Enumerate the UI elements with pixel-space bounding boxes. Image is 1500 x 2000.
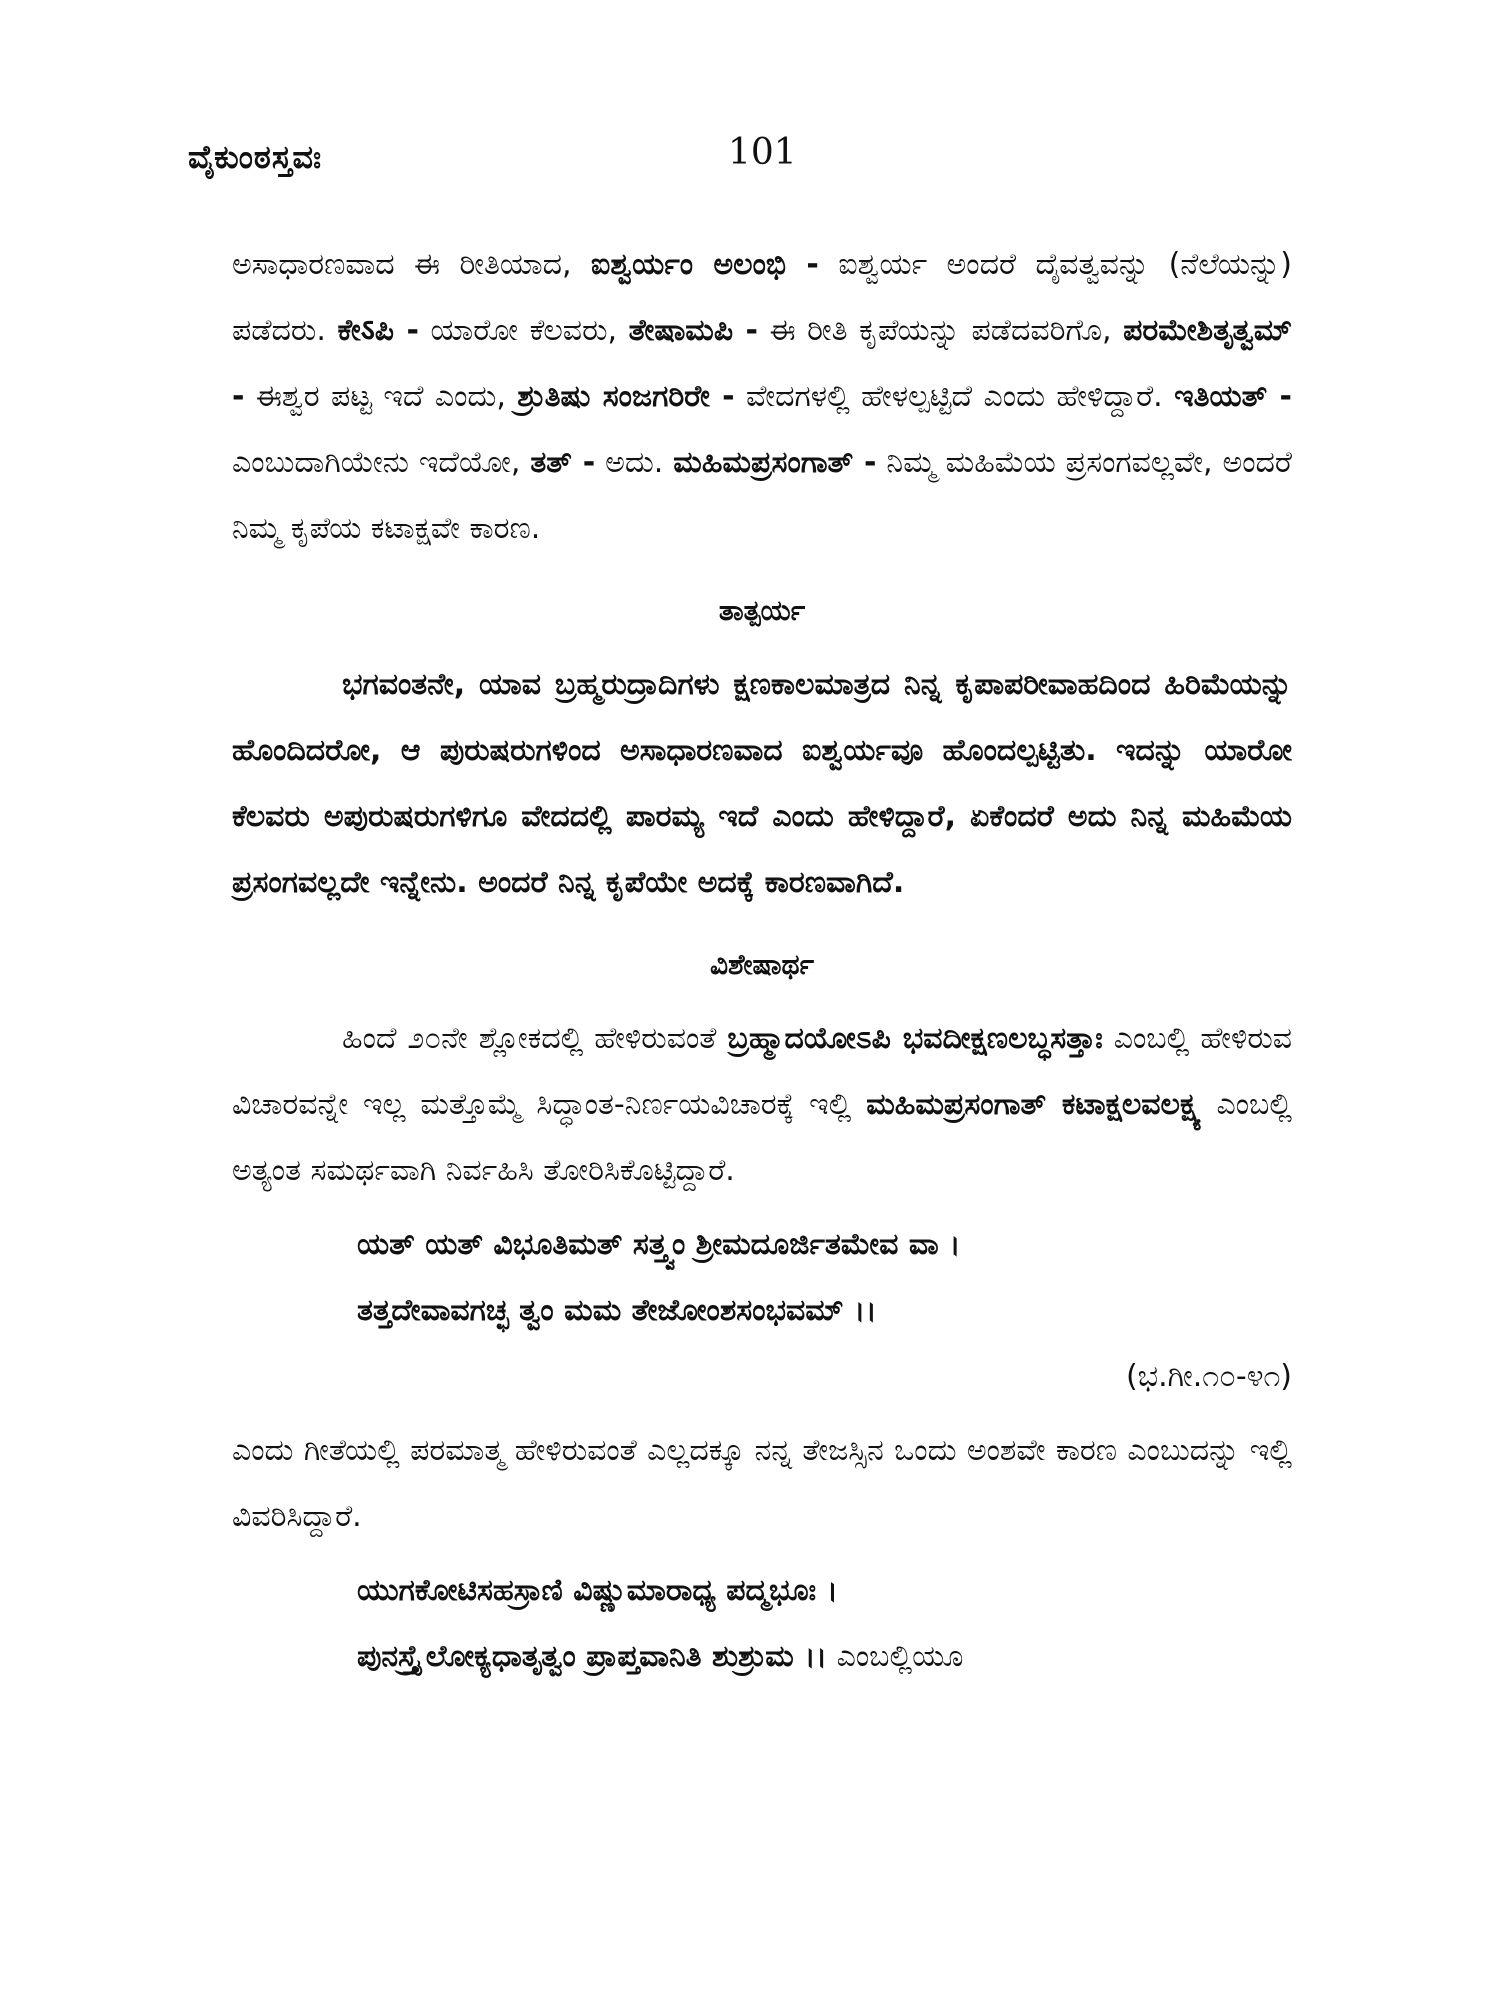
verse-line: ತತ್ತದೇವಾವಗಚ್ಛ ತ್ವಂ ಮಮ ತೇಜೋಂಶಸಂಭವಮ್ ।। [357,1293,877,1328]
term-bold: ಪರಮೇಶಿತೃತ್ವಮ್ - [232,313,1292,414]
running-title: ವೈಕುಂಠಸ್ತವಃ [188,138,323,176]
text-run: ಅದು. [595,445,674,480]
term-bold: ತತ್ - [530,445,596,480]
term-bold: ತೇಷಾಮಪಿ - [628,313,758,348]
text-run: ಎಂಬುದಾಗಿಯೇನು ಇದೆಯೋ, [232,445,531,480]
page-body [232,232,1292,1698]
page-header [188,132,1288,198]
commentary-paragraph [232,232,1292,562]
verse-line: ಯತ್ ಯತ್ ವಿಭೂತಿಮತ್ ಸತ್ತ್ವಂ ಶ್ರೀಮದೂರ್ಜಿತಮೇವ ವಾ । [357,1227,961,1262]
page-number: 101 [728,132,797,173]
text-run: ಎಂಬಲ್ಲಿ ಹೇಳಿರುವ ವಿಚಾರವನ್ನೇ ಇಲ್ಲ ಮತ್ತೊಮ್ಮೆ ಸಿದ್ಧಾಂತ-ನಿರ್ಣಯವಿಚಾರಕ್ಕೆ ಇಲ್ಲಿ [232,1021,1292,1122]
text-run: ಅಸಾಧಾರಣವಾದ ಈ ರೀತಿಯಾದ, [232,247,591,282]
term-bold: ಬ್ರಹ್ಮಾದಯೋಽಪಿ ಭವದೀಕ್ಷಣಲಬ್ಧಸತ್ತಾಃ [727,1021,1103,1056]
section-heading-visheshartha: ವಿಶೇಷಾರ್ಥ [709,948,815,981]
text-run: ಹಿಂದೆ ೨೦ನೇ ಶ್ಲೋಕದಲ್ಲಿ ಹೇಳಿರುವಂತೆ [342,1021,728,1056]
tatparya-paragraph: ಭಗವಂತನೇ, ಯಾವ ಬ್ರಹ್ಮರುದ್ರಾದಿಗಳು ಕ್ಷಣಕಾಲಮಾತ್ರದ ನಿನ್ನ ಕೃಪಾಪರೀವಾಹದಿಂದ ಹಿರಿಮೆಯನ್ನು ಹೊಂದಿದರೋ, ಆ ಪುರುಷರುಗಳಿಂದ ಅಸಾಧಾರಣವಾದ ಐಶ್ವರ್ಯವೂ ಹೊಂದಲ್ಪಟ್ಟಿತು. ಇದನ್ನು ಯಾರೋ ಕೆಲವರು ಅಪುರುಷರುಗಳಿಗೂ ವೇದದಲ್ಲಿ ಪಾರಮ್ಯ ಇದೆ ಎಂದು ಹೇಳಿದ್ದಾರೆ, ಏಕೆಂದರೆ ಅದು ನಿನ್ನ ಮಹಿಮೆಯ ಪ್ರಸಂಗವಲ್ಲದೇ ಇನ್ನೇನು. ಅಂದರೆ ನಿನ್ನ ಕೃಪೆಯೇ ಅದಕ್ಕೆ ಕಾರಣವಾಗಿದೆ. [232,667,1292,900]
verse-text: ಪುನಸ್ತ್ರೈಲೋಕ್ಯಧಾತೃತ್ವಂ ಪ್ರಾಪ್ತವಾನಿತಿ ಶುಶ್ರುಮ ।। [357,1639,828,1674]
term-bold: ಮಹಿಮಪ್ರಸಂಗಾತ್ - [673,445,877,480]
verse-line [232,1624,1292,1690]
verse-line: ಯುಗಕೋಟಿಸಹಸ್ರಾಣಿ ವಿಷ್ಣುಮಾರಾಧ್ಯ ಪದ್ಮಭೂಃ । [357,1573,838,1608]
text-run: ಐಶ್ವರ್ಯ ಅಂದರೆ ದೈವತ್ವವನ್ನು (ನೆಲೆಯನ್ನು) ಪಡೆದರು. [232,247,1292,348]
verse-purana [232,1558,1292,1690]
text-run: ಈ ರೀತಿ ಕೃಪೆಯನ್ನು ಪಡೆದವರಿಗೊ, [758,313,1124,348]
verse-gita [232,1212,1292,1410]
visheshartha-paragraph [232,1006,1292,1204]
text-run: ಯಾರೋ ಕೆಲವರು, [418,313,629,348]
term-bold: ಶ್ರುತಿಷು ಸಂಜಗರಿರೇ - [517,379,735,414]
verse-reference: (ಭ.ಗೀ.೧೦-೪೧) [1125,1359,1292,1394]
term-bold: ಕೇऽಪಿ - [337,313,419,348]
term-bold: ಐಶ್ವರ್ಯಂ ಅಲಂಭಿ - [590,247,819,282]
text-run: ನಿಮ್ಮ ಮಹಿಮೆಯ ಪ್ರಸಂಗವಲ್ಲವೇ, ಅಂದರೆ ನಿಮ್ಮ ಕೃಪೆಯ ಕಟಾಕ್ಷವೇ ಕಾರಣ. [232,445,1292,546]
text-run: ಎಂಬಲ್ಲಿ ಅತ್ಯಂತ ಸಮರ್ಥವಾಗಿ ನಿರ್ವಹಿಸಿ ತೋರಿಸಿಕೊಟ್ಟಿದ್ದಾರೆ. [232,1087,1293,1188]
text-run: ಎಂಬಲ್ಲಿಯೂ [827,1639,964,1674]
text-run: ವೇದಗಳಲ್ಲಿ ಹೇಳಲ್ಪಟ್ಟಿದೆ ಎಂದು ಹೇಳಿದ್ದಾರೆ. [734,379,1175,414]
term-bold: ಇತಿಯತ್ - [1174,379,1293,414]
section-heading-tatparya: ತಾತ್ಪರ್ಯ [718,594,806,627]
gita-explanation-paragraph: ಎಂದು ಗೀತೆಯಲ್ಲಿ ಪರಮಾತ್ಮ ಹೇಳಿರುವಂತೆ ಎಲ್ಲದಕ್ಕೂ ನನ್ನ ತೇಜಸ್ಸಿನ ಒಂದು ಅಂಶವೇ ಕಾರಣ ಎಂಬುದನ್ನು ಇಲ್ಲಿ ವಿವರಿಸಿದ್ದಾರೆ. [232,1433,1292,1534]
term-bold: ಮಹಿಮಪ್ರಸಂಗಾತ್ ಕಟಾಕ್ಷಲವಲಕ್ಷ್ಯ [866,1087,1202,1122]
text-run: ಈಶ್ವರ ಪಟ್ಟ ಇದೆ ಎಂದು, [244,379,518,414]
